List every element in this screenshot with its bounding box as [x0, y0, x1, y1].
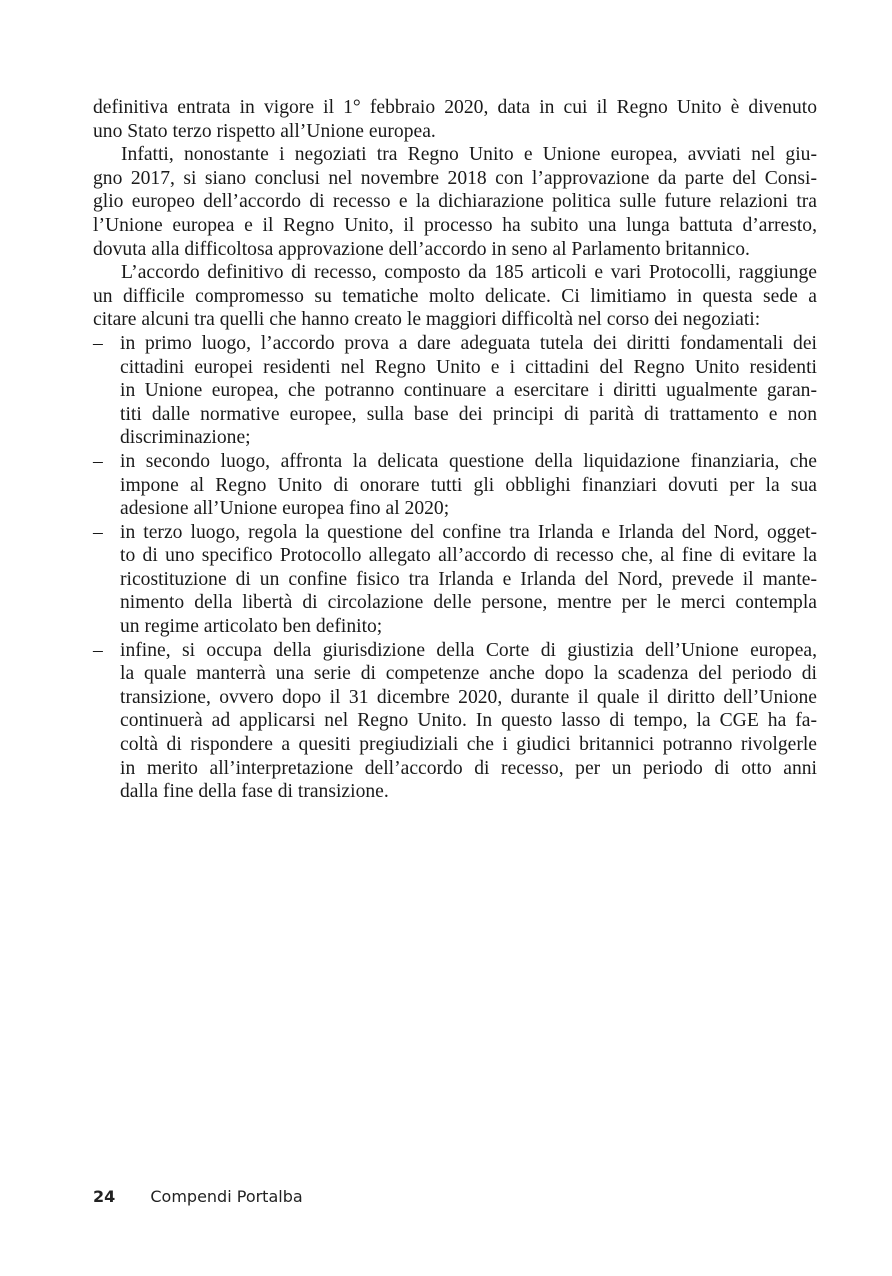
text-line: adesione all’Unione europea fino al 2020;	[120, 498, 450, 520]
body-text	[93, 96, 817, 804]
series-title: Compendi Portalba	[150, 1187, 303, 1206]
text-line: L’accordo definitivo di recesso, composto da 185 articoli e vari Protocolli, raggiunge	[121, 262, 817, 284]
text-line: continuerà ad applicarsi nel Regno Unito. In questo lasso di tempo, la CGE ha fa-	[120, 710, 817, 732]
dash-bullet: –	[93, 521, 103, 543]
paragraph	[93, 143, 817, 261]
text-line: l’Unione europea e il Regno Unito, il processo ha subito una lunga battuta d’arresto,	[93, 214, 817, 236]
text-line: cittadini europei residenti nel Regno Unito e i cittadini del Regno Unito residenti	[120, 356, 817, 378]
text-line: transizione, ovvero dopo il 31 dicembre 2020, durante il quale il diritto dell’Unione	[120, 686, 817, 708]
text-line: infine, si occupa della giurisdizione della Corte di giustizia dell’Unione europea,	[120, 639, 817, 661]
text-line: la quale manterrà una serie di competenze anche dopo la scadenza del periodo di	[120, 663, 817, 685]
text-line: titi dalle normative europee, sulla base dei principi di parità di trattamento e non	[120, 403, 817, 425]
dash-bullet: –	[93, 332, 103, 354]
text-line: in secondo luogo, affronta la delicata questione della liquidazione finanziaria, che	[120, 450, 817, 472]
list-item	[93, 639, 817, 804]
text-line: citare alcuni tra quelli che hanno creato le maggiori difficoltà nel corso dei negoziati:	[93, 309, 761, 331]
text-line: in Unione europea, che potranno continuare a esercitare i diritti ugualmente garan-	[120, 380, 817, 402]
dash-bullet: –	[93, 639, 103, 661]
text-line: uno Stato terzo rispetto all’Unione europea.	[93, 120, 436, 142]
text-line: un difficile compromesso su tematiche molto delicate. Ci limitiamo in questa sede a	[93, 285, 817, 307]
text-line: gno 2017, si siano conclusi nel novembre 2018 con l’approvazione da parte del Consi-	[93, 167, 817, 189]
text-line: un regime articolato ben definito;	[120, 616, 383, 638]
dash-bullet: –	[93, 450, 103, 472]
text-line: Infatti, nonostante i negoziati tra Regno Unito e Unione europea, avviati nel giu-	[121, 144, 817, 166]
bullet-list	[93, 332, 817, 804]
text-line: impone al Regno Unito di onorare tutti gli obblighi finanziari dovuti per la sua	[120, 474, 817, 496]
text-line: dalla fine della fase di transizione.	[120, 781, 389, 803]
text-line: to di uno specifico Protocollo allegato all’accordo di recesso che, al fine di evitare la	[120, 545, 817, 567]
page-number: 24	[93, 1187, 116, 1206]
text-line: discriminazione;	[120, 427, 251, 449]
list-item	[93, 521, 817, 639]
text-line: in primo luogo, l’accordo prova a dare adeguata tutela dei diritti fondamentali dei	[120, 332, 817, 354]
text-line: in terzo luogo, regola la questione del confine tra Irlanda e Irlanda del Nord, ogget-	[120, 521, 817, 543]
text-line: coltà di rispondere a quesiti pregiudiziali che i giudici britannici potranno rivolgerle	[120, 734, 817, 756]
list-item	[93, 332, 817, 450]
list-item	[93, 450, 817, 521]
text-line: ricostituzione di un confine fisico tra Irlanda e Irlanda del Nord, prevede il mante-	[120, 568, 817, 590]
paragraph	[93, 96, 817, 143]
text-line: in merito all’interpretazione dell’accordo di recesso, per un periodo di otto anni	[120, 757, 817, 779]
text-line: definitiva entrata in vigore il 1° febbraio 2020, data in cui il Regno Unito è divenuto	[93, 97, 817, 118]
text-line: glio europeo dell’accordo di recesso e la dichiarazione politica sulle future relazioni tra	[93, 191, 817, 213]
paragraph	[93, 261, 817, 332]
text-line: dovuta alla difficoltosa approvazione dell’accordo in seno al Parlamento britannico.	[93, 238, 750, 260]
text-line: nimento della libertà di circolazione delle persone, mentre per le merci contempla	[120, 592, 817, 614]
page-footer	[93, 1187, 303, 1206]
